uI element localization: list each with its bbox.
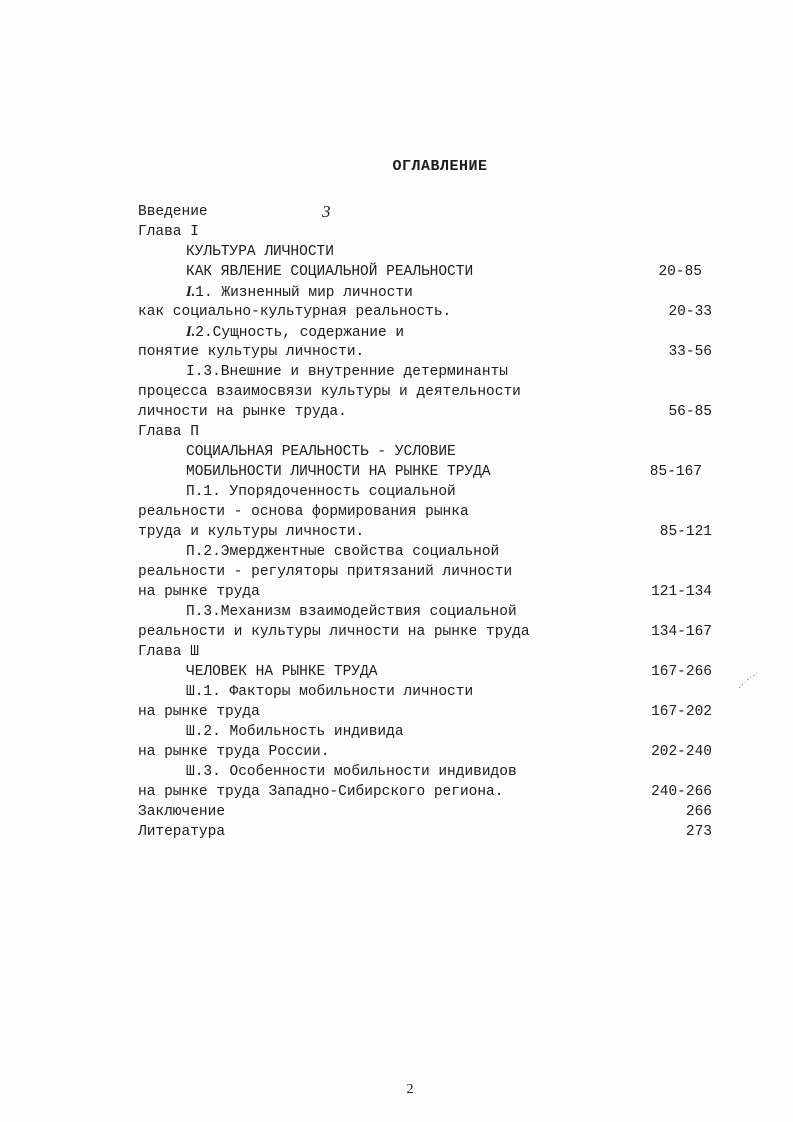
section-3-1-title-2: на рынке труда [138,704,260,720]
section-3-3-line2 [0,782,793,802]
section-3-2-title-1: Ш.2. Мобильность индивида [186,724,404,740]
section-2-2-line1 [0,542,793,562]
conclusion-page: 266 [685,804,712,820]
section-2-2-title-3: на рынке труда [138,584,260,600]
section-1-1-line1 [0,282,793,302]
section-3-3-title-2: на рынке труда Западно-Сибирского региона. [138,784,504,800]
section-1-1-title [186,282,413,303]
section-1-2-line1 [0,322,793,342]
section-2-1-title-3: труда и культуры личности. [138,524,365,540]
section-1-2-title-2: понятие культуры личности. [138,344,365,360]
chapter-1-title-line2 [0,262,793,282]
table-of-contents [0,202,793,842]
section-3-2-line1 [0,722,793,742]
literature-label: Литература [138,824,226,840]
section-1-3-title-2: процесса взаимосвязи культуры и деятельности [138,384,521,400]
section-1-1-pages: 20-33 [668,304,712,320]
chapter-2-title-2: МОБИЛЬНОСТИ ЛИЧНОСТИ НА РЫНКЕ ТРУДА [186,464,491,480]
section-2-3-line1 [0,602,793,622]
scan-speck-mark [737,672,759,690]
section-3-3-line1 [0,762,793,782]
section-1-3-line3 [0,402,793,422]
section-2-1-line2 [0,502,793,522]
section-2-1-line3 [0,522,793,542]
section-2-1-title-2: реальности - основа формирования рынка [138,504,469,520]
section-1-3-line2 [0,382,793,402]
section-2-1-title-1: П.1. Упорядоченность социальной [186,484,456,500]
section-1-3-pages: 56-85 [668,404,712,420]
section-3-1-line1 [0,682,793,702]
section-2-3-pages: 134-167 [651,624,712,640]
section-1-3-line1 [0,362,793,382]
chapter-3-title-line1 [0,662,793,682]
conclusion-label: Заключение [138,804,226,820]
section-2-2-title-2: реальности - регуляторы притязаний личности [138,564,513,580]
section-3-3-title-1: Ш.3. Особенности мобильности индивидов [186,764,517,780]
chapter-2-title-line2 [0,462,793,482]
chapter-3-label: Глава Ш [138,644,199,660]
section-2-1-line1 [0,482,793,502]
chapter-1-pages: 20-85 [658,264,702,280]
section-1-2-line2 [0,342,793,362]
section-2-2-line3 [0,582,793,602]
section-3-1-pages: 167-202 [651,704,712,720]
section-1-1-title-2: как социально-культурная реальность. [138,304,452,320]
chapter-2-title-1: СОЦИАЛЬНАЯ РЕАЛЬНОСТЬ - УСЛОВИЕ [186,444,456,460]
section-2-2-pages: 121-134 [651,584,712,600]
intro-label: Введение [138,204,208,220]
chapter-1-heading [0,222,793,242]
section-3-1-title-1: Ш.1. Факторы мобильности личности [186,684,474,700]
section-1-1-line2 [0,302,793,322]
section-3-2-pages: 202-240 [651,744,712,760]
section-2-2-line2 [0,562,793,582]
section-1-3-title-3: личности на рынке труда. [138,404,347,420]
chapter-1-title-2: КАК ЯВЛЕНИЕ СОЦИАЛЬНОЙ РЕАЛЬНОСТИ [186,264,474,280]
section-2-3-line2 [0,622,793,642]
chapter-3-title-1: ЧЕЛОВЕК НА РЫНКЕ ТРУДА [186,664,378,680]
chapter-1-title-1: КУЛЬТУРА ЛИЧНОСТИ [186,244,334,260]
chapter-3-pages: 167-266 [651,664,712,680]
section-2-3-title-1: П.3.Механизм взаимодействия социальной [186,604,517,620]
literature-page: 273 [685,824,712,840]
chapter-1-label: Глава I [138,224,199,240]
chapter-2-title-line1 [0,442,793,462]
chapter-1-title-line1 [0,242,793,262]
chapter-2-label: Глава П [138,424,199,440]
section-3-2-title-2: на рынке труда России. [138,744,330,760]
toc-entry-conclusion [0,802,793,822]
section-1-2-title [186,322,404,343]
section-1-1-num: I. [186,284,196,300]
section-2-3-title-2: реальности и культуры личности на рынке труда [138,624,530,640]
intro-page: 3 [322,202,331,221]
section-3-1-line2 [0,702,793,722]
toc-entry-literature [0,822,793,842]
chapter-2-pages: 85-167 [649,464,702,480]
section-1-2-pages: 33-56 [668,344,712,360]
section-1-2-rest: 2.Сущность, содержание и [195,325,405,341]
chapter-3-heading [0,642,793,662]
section-3-2-line2 [0,742,793,762]
page-title: ОГЛАВЛЕНИЕ [392,158,488,175]
toc-entry-intro [0,202,793,222]
section-2-2-title-1: П.2.Эмерджентные свойства социальной [186,544,500,560]
chapter-2-heading [0,422,793,442]
section-2-1-pages: 85-121 [659,524,712,540]
section-1-2-num: I. [186,324,196,340]
section-3-3-pages: 240-266 [651,784,712,800]
section-1-1-rest: 1. Жизненный мир личности [195,285,413,301]
section-1-3-title-1: I.3.Внешние и внутренние детерминанты [186,364,508,380]
page-number: 2 [406,1082,414,1097]
